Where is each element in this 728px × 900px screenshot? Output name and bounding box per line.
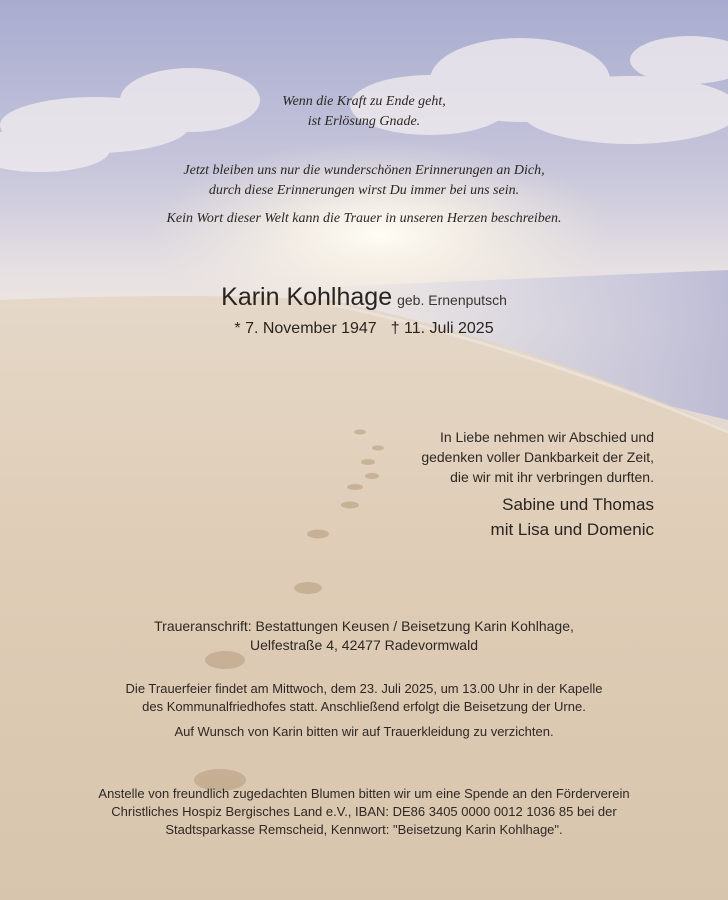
verse-line: Kein Wort dieser Welt kann die Trauer in unseren Herzen beschreiben. (166, 211, 562, 226)
birth-date: * 7. November 1947 (234, 320, 377, 337)
death-date: † 11. Juli 2025 (390, 320, 494, 337)
address-line: Uelfestraße 4, 42477 Radevormwald (249, 637, 478, 653)
acknowledgement-line: gedenken voller Dankbarkeit der Zeit, (421, 449, 654, 465)
maiden-name: geb. Ernenputsch (397, 292, 507, 308)
donation-line: Anstelle von freundlich zugedachten Blumen bitten wir um eine Spende an den Förderverein (98, 786, 630, 801)
ceremony-line: des Kommunalfriedhofes statt. Anschließend erfolgt die Beisetzung der Urne. (142, 699, 586, 714)
deceased-name: Karin Kohlhage (221, 283, 393, 311)
verse-line: Jetzt bleiben uns nur die wunderschönen Erinnerungen an Dich, (183, 163, 545, 178)
donation-line: Christliches Hospiz Bergisches Land e.V., IBAN: DE86 3405 0000 0012 1036 85 bei der (111, 804, 617, 819)
verse-line: durch diese Erinnerungen wirst Du immer bei uns sein. (208, 183, 520, 198)
family-names: mit Lisa und Domenic (490, 520, 654, 539)
verse-line: Wenn die Kraft zu Ende geht, (282, 94, 446, 109)
verse-line: ist Erlösung Gnade. (307, 114, 421, 129)
life-dates (0, 320, 728, 338)
donation-line: Stadtsparkasse Remscheid, Kennwort: "Beisetzung Karin Kohlhage". (165, 822, 563, 837)
acknowledgement-line: die wir mit ihr verbringen durften. (450, 469, 654, 485)
acknowledgement-line: In Liebe nehmen wir Abschied und (439, 429, 654, 445)
family-names: Sabine und Thomas (502, 495, 654, 514)
address-line: Traueranschrift: Bestattungen Keusen / Beisetzung Karin Kohlhage, (154, 618, 574, 634)
clothing-request: Auf Wunsch von Karin bitten wir auf Trauerkleidung zu verzichten. (174, 724, 554, 739)
ceremony-line: Die Trauerfeier findet am Mittwoch, dem 23. Juli 2025, um 13.00 Uhr in der Kapelle (125, 681, 603, 696)
deceased-name-row (0, 283, 728, 312)
